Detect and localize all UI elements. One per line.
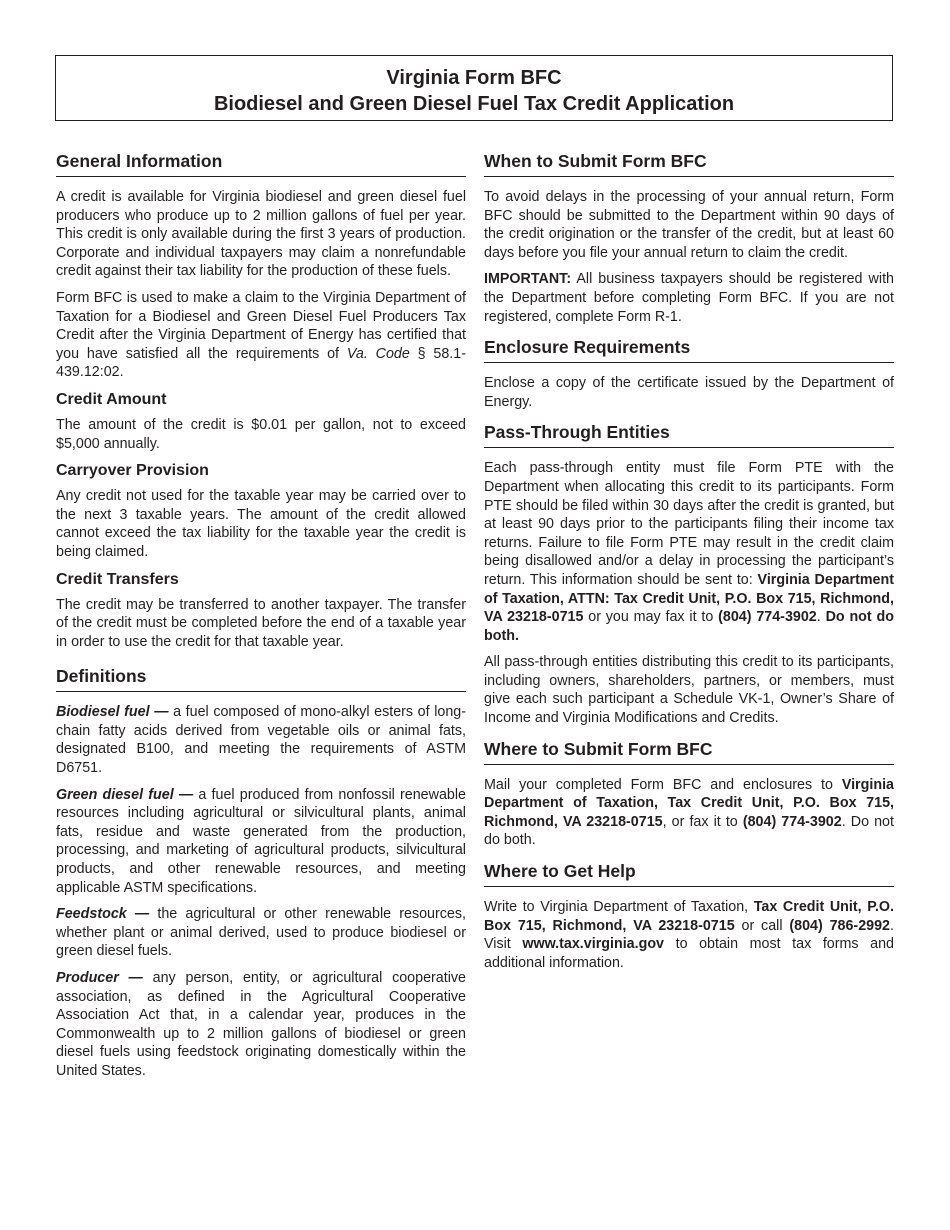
- where-to-get-help-paragraph: [484, 898, 894, 972]
- do-not-do-both: Do not do both.: [484, 609, 894, 644]
- pass-through-paragraph-2: All pass-through entities distributing this credit to its participants, including owners, shareholders, partners, or members, must give each such participant a Schedule VK-1, Owner’s Share of Income and Virginia Modifications and Credits.: [484, 654, 894, 727]
- text: Form BFC is used to make a claim to the Virginia Department of Taxation for a Biodiesel and Green Diesel Fuel Producers Tax Credit after the Virginia Department of Energy has certified that you have satisfied all the requirements of: [56, 289, 466, 362]
- text: a fuel produced from nonfossil renewable resources including agricultural or silvicultural plants, animal fats, residue and waste generated from the production, processing, and marketing of agricultural products, silvicultural products, and other renewable resources, and meeting applicable ASTM specifications.: [56, 786, 466, 896]
- credit-amount-paragraph: The amount of the credit is $0.01 per gallon, not to exceed $5,000 annually.: [56, 416, 466, 452]
- text: . Do not do both.: [484, 813, 894, 849]
- term: Feedstock —: [56, 906, 150, 923]
- text: § 58.1-439.12:02.: [56, 345, 466, 381]
- definition-producer: [56, 969, 466, 1081]
- heading-where-to-submit: Where to Submit Form BFC: [484, 738, 894, 765]
- heading-carryover-provision: Carryover Provision: [56, 462, 209, 480]
- text: , or fax it to: [662, 813, 743, 830]
- carryover-paragraph: Any credit not used for the taxable year may be carried over to the next 3 taxable years. The amount of the credit allowed cannot exceed the tax liability for the taxable year the credit is being claimed.: [56, 488, 466, 560]
- important-paragraph: [484, 270, 894, 326]
- text: Mail your completed Form BFC and enclosures to: [484, 776, 842, 793]
- heading-pass-through-entities: Pass-Through Entities: [484, 421, 894, 448]
- credit-transfers-paragraph: The credit may be transferred to another taxpayer. The transfer of the credit must be completed before the end of a taxable year in order to use the credit for that taxable year.: [56, 596, 466, 650]
- pass-through-paragraph-1: [484, 459, 894, 645]
- text: .: [816, 609, 826, 626]
- where-to-submit-paragraph: [484, 776, 894, 850]
- general-info-paragraph-2: [56, 289, 466, 382]
- right-column: [484, 150, 894, 980]
- website-link[interactable]: www.tax.virginia.gov: [522, 936, 665, 953]
- text: to obtain most tax forms and additional information.: [484, 936, 894, 971]
- text: a fuel composed of mono-alkyl esters of long-chain fatty acids derived from vegetable oils or animal fats, designated B100, and meeting the requirements of ASTM D6751.: [56, 704, 466, 777]
- form-title: Virginia Form BFC: [386, 67, 562, 89]
- mailing-address: Virginia Department of Taxation, ATTN: Tax Credit Unit, P.O. Box 715, Richmond, VA 23218-0715: [484, 571, 894, 626]
- text: the agricultural or other renewable resources, whether plant or animal derived, used to produce biodiesel or green diesel fuels.: [56, 906, 466, 960]
- va-code-italic: Va. Code: [346, 345, 410, 362]
- heading-enclosure-requirements: Enclosure Requirements: [484, 336, 894, 363]
- left-column: [56, 150, 466, 1089]
- when-to-submit-paragraph: To avoid delays in the processing of your annual return, Form BFC should be submitted to the Department within 90 days of the credit origination or the transfer of the credit, but at least 60 days before you file your annual return to claim the credit.: [484, 189, 894, 261]
- phone-number: (804) 786-2992: [789, 917, 890, 934]
- general-info-paragraph-1: A credit is available for Virginia biodiesel and green diesel fuel producers who produce up to 2 million gallons of fuel per year. This credit is only available during the first 3 years of production. Corporate and individual taxpayers may claim a nonrefundable credit against their tax liability for the production of these fuels.: [56, 189, 466, 280]
- definition-biodiesel: [56, 703, 466, 777]
- fax-number: (804) 774-3902: [718, 609, 817, 626]
- mailing-address: Virginia Department of Taxation, Tax Credit Unit, P.O. Box 715, Richmond, VA 23218-0715: [484, 776, 894, 830]
- heading-where-to-get-help: Where to Get Help: [484, 860, 894, 887]
- enclosure-paragraph: Enclose a copy of the certificate issued by the Department of Energy.: [484, 375, 894, 410]
- important-label: IMPORTANT:: [484, 271, 572, 288]
- form-title-box: [55, 55, 893, 121]
- text: Write to Virginia Department of Taxation,: [484, 899, 754, 916]
- mailing-address: Tax Credit Unit, P.O. Box 715, Richmond, VA 23218-0715: [484, 899, 894, 934]
- text: or call: [734, 917, 790, 934]
- heading-credit-transfers: Credit Transfers: [56, 570, 179, 588]
- text: Each pass-through entity must file Form PTE with the Department when allocating this credit to its participants. Form PTE should be filed within 30 days after the credit is granted, but at least 90 days prior to the participants filing their income tax returns. Failure to file Form PTE may result in the credit claim being disallowed and/or a delay in processing the participant’s return. This information should be sent to:: [484, 460, 894, 588]
- heading-credit-amount: Credit Amount: [56, 390, 167, 408]
- definition-feedstock: [56, 905, 466, 961]
- form-subtitle: Biodiesel and Green Diesel Fuel Tax Credit Application: [213, 93, 735, 115]
- heading-general-information: General Information: [56, 150, 466, 177]
- text: or you may fax it to: [583, 609, 719, 626]
- definition-green-diesel: [56, 786, 466, 898]
- term: Producer —: [56, 970, 143, 986]
- heading-when-to-submit: When to Submit Form BFC: [484, 150, 894, 177]
- text: All business taxpayers should be registered with the Department before completing Form BFC. If you are not registered, complete Form R-1.: [484, 271, 894, 325]
- fax-number: (804) 774-3902: [742, 813, 842, 830]
- text: . Visit: [484, 917, 894, 953]
- term: Biodiesel fuel —: [56, 704, 169, 721]
- heading-definitions: Definitions: [56, 665, 466, 692]
- term: Green diesel fuel —: [56, 786, 194, 803]
- text: any person, entity, or agricultural cooperative association, as defined in the Agricultural Cooperative Association Act that, in a calendar year, produces in the Commonwealth up to 2 million gallons of biodiesel or green diesel fuels using feedstock originating domestically within the United States.: [56, 970, 466, 1079]
